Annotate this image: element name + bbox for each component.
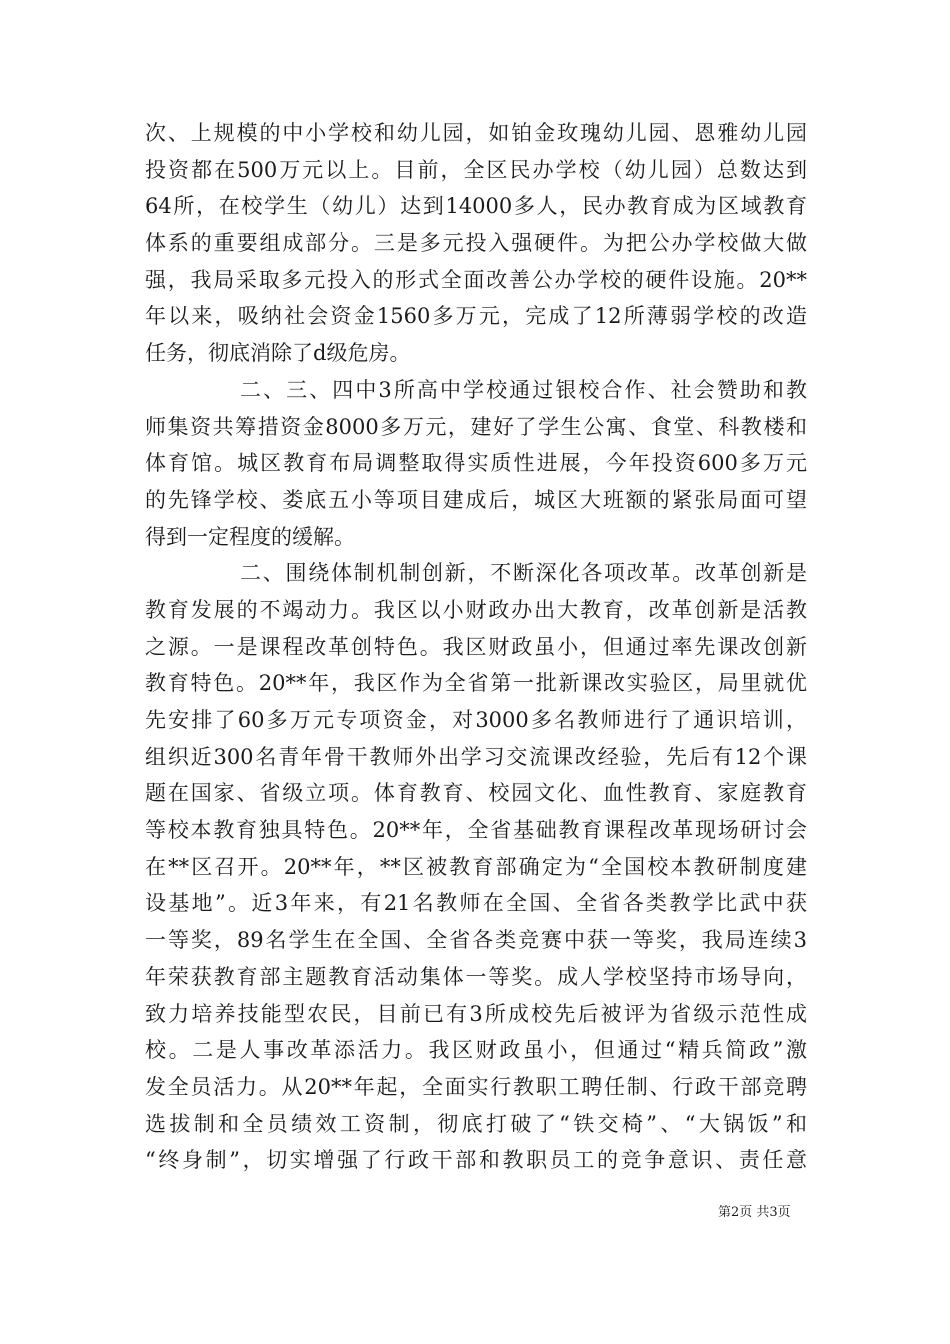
text-line: 题在国家、省级立项。体育教育、校园文化、血性教育、家庭教育	[145, 781, 807, 806]
text-line: 年以来，吸纳社会资金1560多万元，完成了12所薄弱学校的改造	[145, 304, 807, 329]
text-line: 选拔制和全员绩效工资制，彻底打破了“铁交椅”、“大锅饭”和	[145, 1111, 807, 1136]
text-line: 师集资共筹措资金8000多万元，建好了学生公寓、食堂、科教楼和	[145, 414, 807, 439]
text-line: 体育馆。城区教育布局调整取得实质性进展，今年投资600多万元	[145, 451, 807, 476]
text-line: 强，我局采取多元投入的形式全面改善公办学校的硬件设施。20**	[145, 267, 807, 292]
text-line: 二、三、四中3所高中学校通过银校合作、社会赞助和教	[240, 377, 807, 402]
text-line: 等校本教育独具特色。20**年，全省基础教育课程改革现场研讨会	[145, 818, 807, 843]
paragraph-2	[145, 372, 807, 555]
paragraph-1	[145, 115, 807, 372]
text-line: 投资都在500万元以上。目前，全区民办学校（幼儿园）总数达到	[145, 157, 807, 182]
text-line: 致力培养技能型农民，目前已有3所成校先后被评为省级示范性成	[145, 1001, 807, 1026]
text-line: 体系的重要组成部分。三是多元投入强硬件。为把公办学校做大做	[145, 231, 807, 256]
text-line: 任务，彻底消除了d级危房。	[145, 341, 411, 366]
text-line: 之源。一是课程改革创特色。我区财政虽小，但通过率先课改创新	[145, 634, 807, 659]
text-line: 一等奖，89名学生在全国、全省各类竞赛中获一等奖，我局连续3	[145, 928, 807, 953]
text-line: 教育特色。20**年，我区作为全省第一批新课改实验区，局里就优	[145, 671, 807, 696]
text-line: 年荣获教育部主题教育活动集体一等奖。成人学校坚持市场导向，	[145, 964, 807, 989]
text-line: “终身制”，切实增强了行政干部和教职员工的竞争意识、责任意	[145, 1148, 807, 1173]
text-line: 先安排了60多万元专项资金，对3000多名教师进行了通识培训，	[145, 708, 807, 732]
text-line: 得到一定程度的缓解。	[145, 524, 355, 549]
document-body	[145, 115, 807, 1179]
text-line: 教育发展的不竭动力。我区以小财政办出大教育，改革创新是活教	[145, 597, 807, 622]
text-line: 组织近300名青年骨干教师外出学习交流课改经验，先后有12个课	[145, 744, 807, 769]
text-line: 二、围绕体制机制创新，不断深化各项改革。改革创新是	[240, 561, 807, 586]
page-number-footer: 第2页 共3页	[718, 1205, 791, 1220]
text-line: 64所，在校学生（幼儿）达到14000多人，民办教育成为区域教育	[145, 194, 807, 219]
paragraph-3	[145, 555, 807, 1179]
text-line: 校。二是人事改革添活力。我区财政虽小，但通过“精兵简政”激	[145, 1038, 807, 1063]
text-line: 的先锋学校、娄底五小等项目建成后，城区大班额的紧张局面可望	[145, 487, 807, 512]
text-line: 设基地”。近3年来，有21名教师在全国、全省各类教学比武中获	[145, 891, 807, 916]
text-line: 在**区召开。20**年，**区被教育部确定为“全国校本教研制度建	[145, 854, 807, 879]
text-line: 发全员活力。从20**年起，全面实行教职工聘任制、行政干部竞聘	[145, 1074, 807, 1099]
text-line: 次、上规模的中小学校和幼儿园，如铂金玫瑰幼儿园、恩雅幼儿园	[145, 121, 807, 145]
